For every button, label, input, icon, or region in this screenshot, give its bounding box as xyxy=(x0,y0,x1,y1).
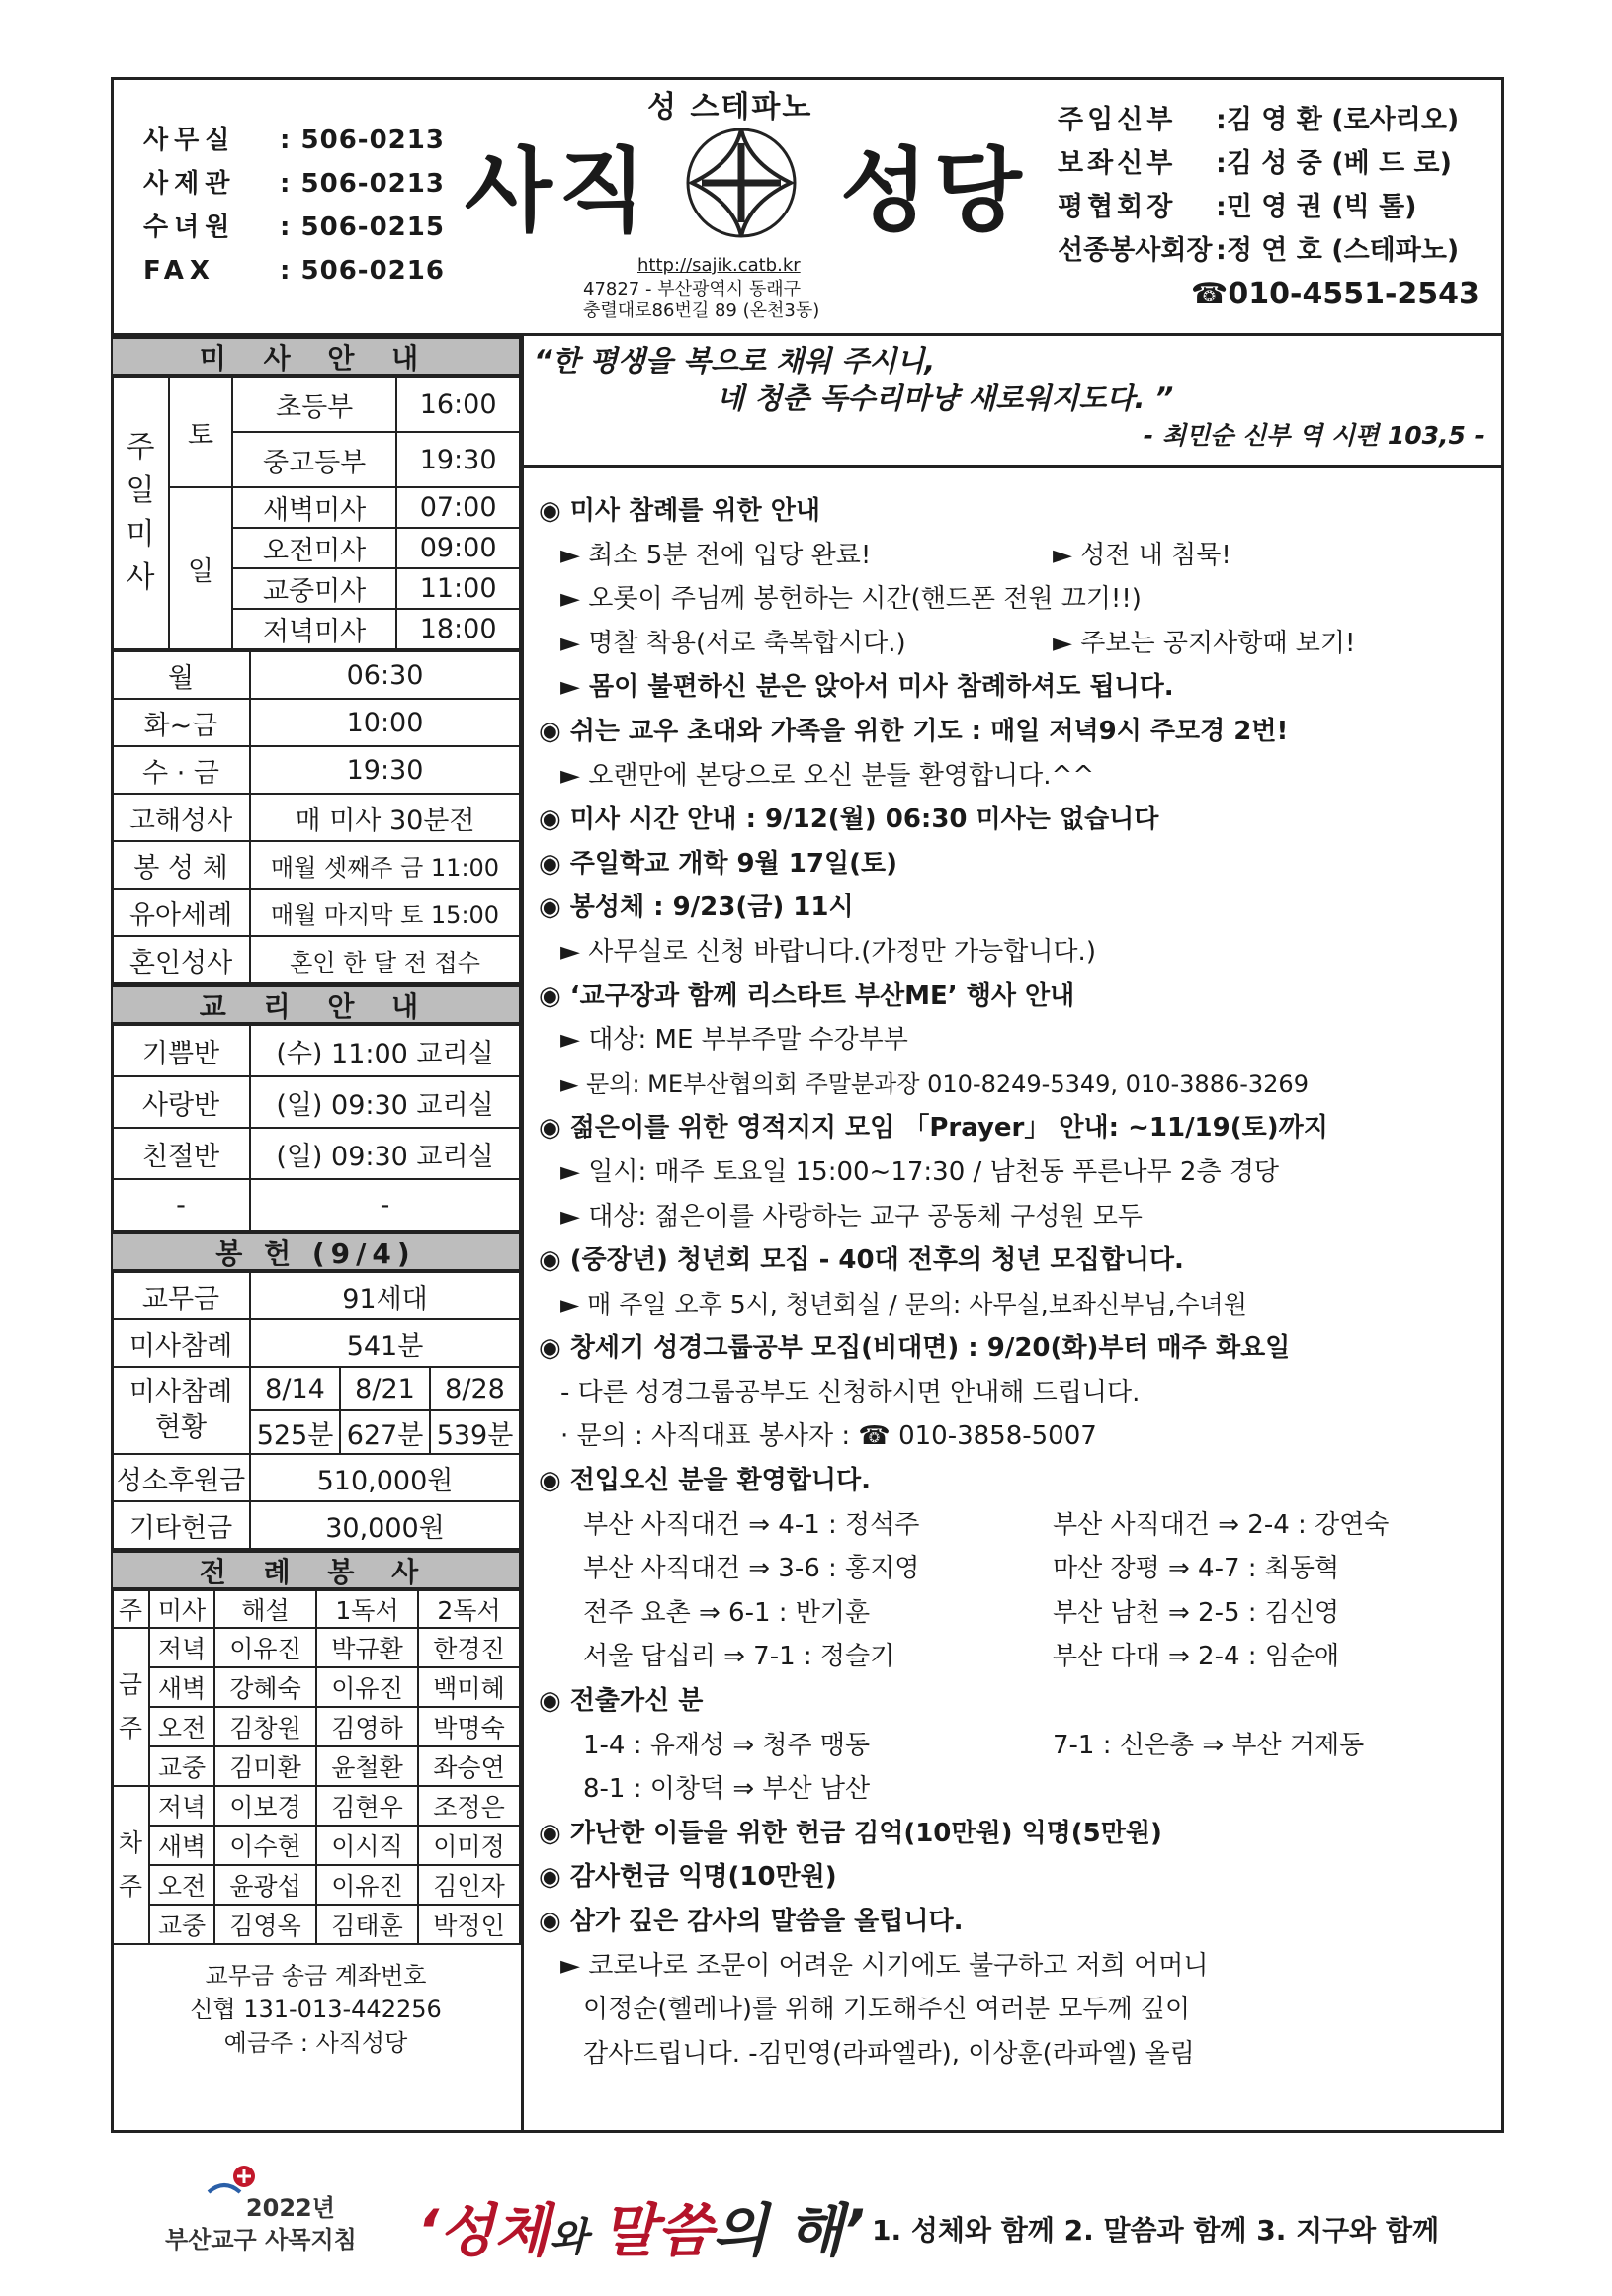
contact-fax: FAX : 506-0216 xyxy=(143,256,445,286)
year-motto: ‘성체와 말씀의 해’ xyxy=(417,2197,866,2264)
contact-rectory: 사제관 : 506-0213 xyxy=(143,169,445,199)
mass-table: 주일미사 토 초등부 16:00 중고등부 19:30 일 새벽미사 07:00 오전미사 09:00 교중미사 11:00 저녁미사 18:00 xyxy=(111,376,521,650)
parish-phone: ☎010-4551-2543 xyxy=(1191,277,1480,311)
weekday-table: 월 06:30 화~금 10:00 수 · 금 19:30 고해성사 매 미사 30분전 봉 성 체 매월 셋째주 금 11:00 유아세례 매월 마지막 토 15:00 혼인성사 혼인 한 달 전 접수 xyxy=(111,650,521,984)
notice-heading: ◉ 감사헌금 익명(10만원) xyxy=(539,1862,837,1893)
mass-section-title: 미 사 안 내 xyxy=(111,336,521,376)
notice-heading: ◉ 전입오신 분을 환영합니다. xyxy=(539,1466,871,1496)
notice-heading: ◉ 전출가신 분 xyxy=(539,1686,704,1717)
notice-heading: ◉ 쉬는 교우 초대와 가족을 위한 기도 : 매일 저녁9시 주모경 2번! xyxy=(539,716,1289,746)
parish-address: 47827 - 부산광역시 동래구 충렬대로86번길 89 (온천3동) xyxy=(583,279,820,321)
parish-url[interactable]: http://sajik.catb.kr xyxy=(637,255,801,276)
left-column xyxy=(111,336,521,2060)
offering-section-title: 봉 헌 (9/4) xyxy=(111,1232,521,1271)
diocese-guideline: 2022년 부산교구 사목지침 xyxy=(165,2194,357,2253)
doctrine-section-title: 교 리 안 내 xyxy=(111,984,521,1024)
notice-heading: ◉ 가난한 이들을 위한 헌금 김억(10만원) 익명(5만원) xyxy=(539,1818,1162,1848)
account-info: 교무금 송금 계좌번호 신협 131-013-442256 예금주 : 사직성당 xyxy=(190,1962,442,2057)
parish-subtitle: 성 스테파노 xyxy=(647,90,813,125)
motto-points: 1. 성체와 함께 2. 말씀과 함께 3. 지구와 함께 xyxy=(872,2214,1440,2247)
right-column xyxy=(534,338,1492,2076)
staff-council: 평협회장 :민 영 권 (빅 톨) xyxy=(1058,192,1417,222)
saturday-label: 토 xyxy=(169,377,232,487)
notice-heading: ◉ 봉성체 : 9/23(금) 11시 xyxy=(539,893,854,923)
notice-heading: ◉ 창세기 성경그룹공부 모집(비대면) : 9/20(화)부터 매주 화요일 xyxy=(539,1333,1291,1364)
notices: ◉ 미사 참례를 위한 안내 ► 최소 5분 전에 입당 완료! ► 성전 내 침묵! ► 오롯이 주님께 봉헌하는 시간(핸드폰 전원 끄기!!) ► 명찰 착용(서로 축복합시다.) ► 주보는 공지사항때 보기! ► 몸이 불편하신 분은 앉아서 미사 참례하셔도 됩니다. ◉ 쉬는 교우 초대와 가족을 위한 기도 : 매일 저녁9시 주모경 2번! ► 오랜만에 본당으로 오신 분들 환영합니다.^^ ◉ 미사 시간 안내 : 9/12(월) 06:30 미사는 없습니다 ◉ 주일학교 개학 9월 17일(토) ◉ 봉성체 : 9/23(금) 11시 ► 사무실로 신청 바랍니다.(가정만 가능합니다.) ◉ ‘교구장과 함께 리스타트 부산ME’ 행사 안내 ► 대상: ME 부부주말 수강부부 ► 문의: ME부산협의회 주말분과장 010-8249-5349, 010-3886-3269 ◉ 젊은이를 위한 영적지지 모임 「Prayer」 안내: ~11/19(토)까지 ► 일시: 매주 토요일 15:00~17:30 / 남천동 푸른나무 2층 경당 ► 대상: 젊은이를 사랑하는 교구 공동체 구성원 모두 ◉ (중장년) 청년회 모집 - 40대 전후의 청년 모집합니다. ► 매 주일 오후 5시, 청년회실 / 문의: 사무실,보좌신부님,수녀원 ◉ 창세기 성경그룹공부 모집(비대면) : 9/20(화)부터 매주 화요일 - 다른 성경그룹공부도 신청하시면 안내해 드립니다. · 문의 : 사직대표 봉사자 : ☎ 010-3858-5007 ◉ 전입오신 분을 환영합니다. 부산 사직대건 ⇒ 4-1 : 정석주 부산 사직대건 ⇒ 2-4 : 강연숙 부산 사직대건 ⇒ 3-6 : 홍지영 마산 장평 ⇒ 4-7 : 최동혁 전주 요촌 ⇒ 6-1 : 반기훈 부산 남천 ⇒ 2-5 : 김신영 서울 답십리 ⇒ 7-1 : 정슬기 부산 다대 ⇒ 2-4 : 임순애 ◉ 전출가신 분 1-4 : 유재성 ⇒ 청주 맹동 7-1 : 신은총 ⇒ 부산 거제동 8-1 : 이창덕 ⇒ 부산 남산 ◉ 가난한 이들을 위한 헌금 김억(10만원) 익명(5만원) ◉ 감사헌금 익명(10만원) ◉ 삼가 깊은 감사의 말씀을 올립니다. ► 코로나로 조문이 어려운 시기에도 불구하고 저희 어머니 이정순(헬레나)를 위해 기도해주신 여러분 모두께 깊이 감사드립니다. -김민영(라파엘라), 이상훈(라파엘) 올림 xyxy=(539,468,1492,2076)
notice-heading: ◉ 미사 시간 안내 : 9/12(월) 06:30 미사는 없습니다 xyxy=(539,805,1159,835)
liturgy-section-title: 전 례 봉 사 xyxy=(111,1550,521,1589)
title-word-2: 성당 xyxy=(840,138,1028,244)
sunday-mass-label: 주일미사 xyxy=(112,377,169,649)
notice-heading: ◉ 미사 참례를 위한 안내 xyxy=(539,496,820,526)
attendance-status-label: 미사참례 현황 xyxy=(112,1367,250,1454)
staff-funeral: 선종봉사회장 :정 연 호 (스테파노) xyxy=(1058,235,1460,266)
parish-cross-logo-icon xyxy=(682,124,801,242)
staff-pastor: 주임신부 :김 영 환 (로사리오) xyxy=(1058,105,1460,135)
staff-assistant: 보좌신부 :김 성 중 (베 드 로) xyxy=(1058,148,1452,179)
office-contacts xyxy=(143,119,445,293)
next-week-label: 차주 xyxy=(112,1786,149,1944)
doctrine-table: 기쁨반 (수) 11:00 교리실 사랑반 (일) 09:30 교리실 친절반 (일) 09:30 교리실 - - xyxy=(111,1024,521,1232)
this-week-label: 금주 xyxy=(112,1628,149,1786)
contact-office: 사무실 : 506-0213 xyxy=(143,126,445,155)
notice-heading: ◉ ‘교구장과 함께 리스타트 부산ME’ 행사 안내 xyxy=(539,980,1075,1011)
staff-list xyxy=(1058,99,1480,316)
offering-table: 교무금 91세대 미사참례 541분 미사참례 현황 8/14 8/21 8/28 525분 627분 539분 성소후원금 510,000원 기타헌금 30,000원 xyxy=(111,1271,521,1550)
notice-heading: ◉ (중장년) 청년회 모집 - 40대 전후의 청년 모집합니다. xyxy=(539,1245,1184,1276)
notice-heading: ◉ 삼가 깊은 감사의 말씀을 올립니다. xyxy=(539,1907,964,1936)
liturgy-table: 주 미사 해설 1독서 2독서 금주 저녁 이유진 박규환 한경진 새벽 강혜숙 이유진 백미혜 오전 김창원 김영하 박명숙 교중 김미환 윤철환 좌승연 차주 저녁 이보경 김현우 조정은 새벽 이수현 이시직 이미정 오전 윤광섭 이유진 김인자 교중 김영옥 김태훈 박정인 xyxy=(111,1589,521,1945)
psalm-quote: “한 평생을 복으로 채워 주시니, 네 청춘 독수리마냥 새로워지도다. ” - 최민순 신부 역 시편 103,5 - xyxy=(524,338,1504,468)
footer xyxy=(111,2155,1504,2273)
column-divider xyxy=(521,336,524,2130)
sunday-label: 일 xyxy=(169,487,232,649)
title-word-1: 사직 xyxy=(465,138,652,244)
notice-heading: ◉ 주일학교 개학 9월 17일(토) xyxy=(539,848,897,879)
contact-convent: 수녀원 : 506-0215 xyxy=(143,213,445,242)
parish-title xyxy=(465,119,1028,249)
notice-heading: ◉ 젊은이를 위한 영적지지 모임 「Prayer」 안내: ~11/19(토)까지 xyxy=(539,1113,1328,1144)
